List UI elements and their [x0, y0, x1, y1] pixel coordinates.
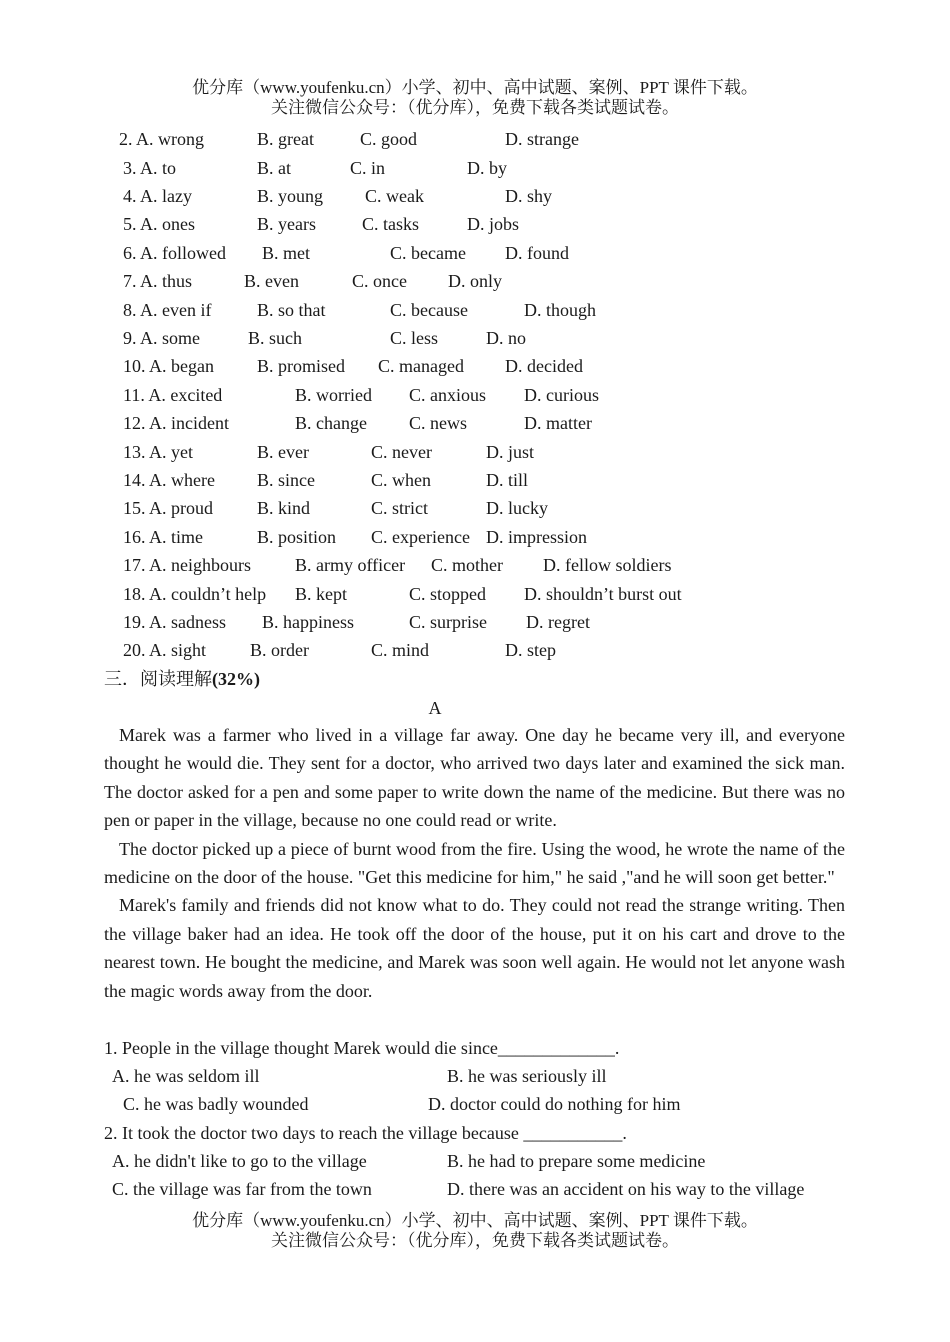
option-d: D. lucky	[486, 498, 548, 518]
question-option: B. he was seriously ill	[447, 1066, 607, 1086]
option-a: 14. A. where	[123, 470, 215, 490]
option-a: 20. A. sight	[123, 640, 207, 660]
option-c: C. strict	[371, 498, 428, 518]
option-c: C. managed	[378, 356, 464, 376]
cloze-row	[0, 381, 800, 409]
option-a: 5. A. ones	[123, 214, 195, 234]
option-b: B. army officer	[295, 555, 406, 575]
question-option: A. he was seldom ill	[112, 1066, 260, 1086]
option-c: C. mother	[431, 555, 503, 575]
option-c: C. good	[360, 129, 418, 149]
option-c: C. weak	[365, 186, 424, 206]
option-a: 16. A. time	[123, 527, 203, 547]
option-b: B. happiness	[262, 612, 354, 632]
cloze-row	[0, 154, 800, 182]
cloze-row	[0, 267, 800, 295]
option-a: 4. A. lazy	[123, 186, 192, 206]
cloze-row	[0, 352, 800, 380]
question-option: C. the village was far from the town	[112, 1179, 372, 1199]
option-a: 10. A. began	[123, 356, 214, 376]
option-b: B. kind	[257, 498, 311, 518]
cloze-row	[0, 210, 800, 238]
option-c: C. anxious	[409, 385, 487, 405]
question-option: C. he was badly wounded	[123, 1094, 309, 1114]
option-a: 13. A. yet	[123, 442, 193, 462]
option-c: C. less	[390, 328, 439, 348]
option-d: D. no	[486, 328, 526, 348]
cloze-row	[0, 551, 800, 579]
option-b: B. promised	[257, 356, 345, 376]
option-d: D. by	[467, 158, 507, 178]
section-heading	[104, 665, 260, 693]
option-b: B. met	[262, 243, 310, 263]
option-b: B. worried	[295, 385, 372, 405]
cloze-row	[0, 182, 800, 210]
option-d: D. jobs	[467, 214, 520, 234]
cloze-row	[0, 636, 800, 664]
cloze-row	[0, 608, 800, 636]
reading-passage	[104, 721, 845, 1005]
question-option: D. there was an accident on his way to the village	[447, 1179, 805, 1199]
option-a: 11. A. excited	[123, 385, 223, 405]
option-c: C. mind	[371, 640, 430, 660]
option-c: C. when	[371, 470, 431, 490]
option-a: 7. A. thus	[123, 271, 193, 291]
option-b: B. kept	[295, 584, 347, 604]
page-footer	[0, 1211, 950, 1251]
option-c: C. tasks	[362, 214, 420, 234]
option-c: C. news	[409, 413, 467, 433]
option-a: 19. A. sadness	[123, 612, 226, 632]
option-a: 6. A. followed	[123, 243, 226, 263]
option-d: D. step	[505, 640, 556, 660]
option-b: B. great	[257, 129, 314, 149]
option-c: C. experience	[371, 527, 470, 547]
option-c: C. surprise	[409, 612, 487, 632]
option-b: B. since	[257, 470, 315, 490]
option-d: D. curious	[524, 385, 599, 405]
cloze-row	[0, 466, 800, 494]
passage-paragraph: The doctor picked up a piece of burnt wood from the fire. Using the wood, he wrote the name of the medicine on the door of the house. "Get this medicine for him," he said ,"and he will soon get better."	[104, 838, 845, 888]
option-b: B. years	[257, 214, 316, 234]
option-d: D. shy	[505, 186, 553, 206]
passage-paragraph: Marek's family and friends did not know what to do. They could not read the strange writing. Then the village baker had an idea. He took off the door of the house, put it on his cart and drove to the nearest town. He bought the medicine, and Marek was soon well again. He would not let anyone wash the magic words away from the door.	[104, 895, 845, 1001]
option-a: 17. A. neighbours	[123, 555, 251, 575]
option-b: B. even	[244, 271, 299, 291]
option-b: B. so that	[257, 300, 326, 320]
option-d: D. till	[486, 470, 529, 490]
passage-title: A	[428, 698, 442, 718]
option-d: D. impression	[486, 527, 587, 547]
header-line-2: 关注微信公众号：（优分库），免费下载各类试题试卷。	[271, 98, 679, 117]
cloze-row	[0, 494, 800, 522]
option-d: D. regret	[526, 612, 590, 632]
section-label: 三．阅读理解	[104, 669, 212, 689]
question-option: A. he didn't like to go to the village	[112, 1151, 367, 1171]
cloze-row	[0, 580, 800, 608]
option-a: 15. A. proud	[123, 498, 213, 518]
option-b: B. change	[295, 413, 367, 433]
option-a: 18. A. couldn’t help	[123, 584, 267, 604]
option-b: B. position	[257, 527, 337, 547]
question-option: D. doctor could do nothing for him	[428, 1094, 681, 1114]
option-b: B. at	[257, 158, 291, 178]
option-a: 2. A. wrong	[119, 129, 204, 149]
option-a: 12. A. incident	[123, 413, 229, 433]
cloze-row	[0, 409, 800, 437]
option-d: D. though	[524, 300, 596, 320]
question-stem: 2. It took the doctor two days to reach the village because ___________.	[104, 1123, 627, 1143]
option-c: C. once	[352, 271, 407, 291]
passage-paragraph: Marek was a farmer who lived in a village far away. One day he became very ill, and everyone thought he would die. They sent for a doctor, who arrived two days later and examined the sick man. The doctor asked for a pen and some paper to write down the name of the medicine. But there was no pen or paper in the village, because no one could read or write.	[104, 725, 845, 831]
option-c: C. in	[350, 158, 386, 178]
cloze-row	[0, 324, 800, 352]
option-c: C. became	[390, 243, 466, 263]
option-a: 8. A. even if	[123, 300, 212, 320]
option-b: B. ever	[257, 442, 309, 462]
option-c: C. because	[390, 300, 468, 320]
option-d: D. only	[448, 271, 502, 291]
option-d: D. strange	[505, 129, 579, 149]
option-b: B. such	[248, 328, 302, 348]
option-b: B. young	[257, 186, 324, 206]
footer-line-2: 关注微信公众号：（优分库），免费下载各类试题试卷。	[271, 1231, 679, 1250]
option-c: C. stopped	[409, 584, 487, 604]
section-score: (32%)	[212, 669, 260, 689]
question-option: B. he had to prepare some medicine	[447, 1151, 706, 1171]
option-d: D. fellow soldiers	[543, 555, 672, 575]
option-d: D. just	[486, 442, 535, 462]
option-d: D. shouldn’t burst out	[524, 584, 682, 604]
option-a: 9. A. some	[123, 328, 201, 348]
cloze-row	[0, 438, 800, 466]
footer-line-1: 优分库（www.youfenku.cn）小学、初中、高中试题、案例、PPT 课件下载。	[192, 1211, 758, 1230]
header-line-1: 优分库（www.youfenku.cn）小学、初中、高中试题、案例、PPT 课件下载。	[192, 78, 758, 97]
option-d: D. matter	[524, 413, 592, 433]
option-b: B. order	[250, 640, 309, 660]
question-stem: 1. People in the village thought Marek would die since_____________.	[104, 1038, 620, 1058]
option-d: D. decided	[505, 356, 583, 376]
option-c: C. never	[371, 442, 432, 462]
cloze-row	[0, 125, 800, 153]
cloze-row	[0, 239, 800, 267]
cloze-row	[0, 523, 800, 551]
option-a: 3. A. to	[123, 158, 177, 178]
page-header	[0, 78, 950, 118]
option-d: D. found	[505, 243, 569, 263]
cloze-row	[0, 296, 800, 324]
